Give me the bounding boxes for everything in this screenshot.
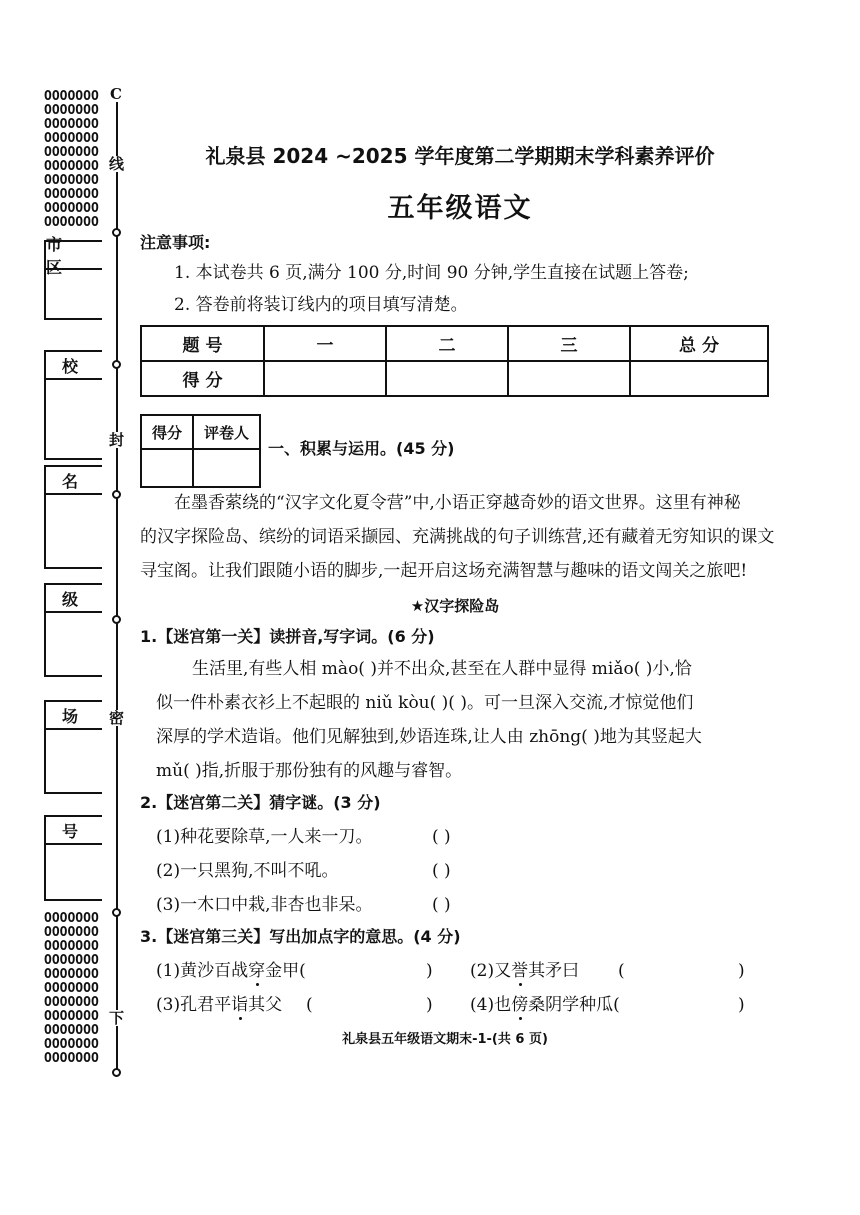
score-header-total: 总 分 — [630, 326, 768, 361]
binding-hole — [112, 490, 121, 499]
q3-item-4 — [470, 994, 620, 1016]
binding-circle-row: OOOOOOO — [44, 925, 99, 940]
binding-char-bottom: 下 — [109, 1009, 125, 1027]
score-cell-total[interactable] — [630, 361, 768, 396]
binding-word-line: 线 — [109, 155, 125, 173]
q3-item-3-close[interactable]: ) — [426, 995, 433, 1015]
q3-item-4-close[interactable]: ) — [738, 995, 745, 1015]
q3-item-1-pre: (1)黄沙百战 — [156, 961, 249, 981]
score-cell-part-3[interactable] — [508, 361, 630, 396]
score-header-question: 题 号 — [141, 326, 264, 361]
binding-hole — [112, 908, 121, 917]
binding-circle-row: OOOOOOO — [44, 215, 99, 230]
field-label: 场 — [46, 702, 102, 730]
binding-hole — [112, 615, 121, 624]
binding-circle-row: OOOOOOO — [44, 201, 99, 216]
q3-item-3-pre: (3)孔君平 — [156, 995, 232, 1015]
field-label: 校 — [46, 352, 102, 380]
q1-line-1: 生活里,有些人相 mào( )并不出众,甚至在人群中显得 miǎo( )小,恰 — [192, 659, 692, 679]
binding-hole — [112, 228, 121, 237]
binding-circle-row: OOOOOOO — [44, 1051, 99, 1066]
field-label: 名 — [46, 467, 102, 495]
binding-circle-row: OOOOOOO — [44, 953, 99, 968]
binding-circle-row: OOOOOOO — [44, 1023, 99, 1038]
field-name[interactable] — [44, 465, 102, 569]
field-seat-number[interactable] — [44, 815, 102, 901]
intro-line-3: 寻宝阁。让我们跟随小语的脚步,一起开启这场充满智慧与趣味的语文闯关之旅吧! — [140, 561, 748, 581]
score-table — [140, 325, 769, 397]
intro-line-1: 在墨香萦绕的“汉字文化夏令营”中,小语正穿越奇妙的语文世界。这里有神秘 — [174, 493, 741, 513]
q2-answer-1[interactable]: ( ) — [432, 827, 451, 847]
grader-name-label: 评卷人 — [193, 415, 260, 449]
binding-circle-row: OOOOOOO — [44, 911, 99, 926]
island-heading: ★汉字探险岛 — [410, 597, 500, 615]
q2-item-3: (3)一木口中栽,非杏也非呆。 — [156, 895, 373, 915]
binding-line — [116, 100, 118, 1070]
grader-table — [140, 414, 261, 488]
q3-item-4-pre: (4)也 — [470, 995, 512, 1015]
binding-circle-row: OOOOOOO — [44, 981, 99, 996]
binding-char-top: C — [110, 85, 122, 103]
section-1-heading: 一、积累与运用。(45 分) — [268, 439, 455, 458]
field-school[interactable] — [44, 350, 102, 460]
score-cell-part-1[interactable] — [264, 361, 386, 396]
binding-circle-row: OOOOOOO — [44, 995, 99, 1010]
binding-circle-row: OOOOOOO — [44, 173, 99, 188]
binding-circle-row: OOOOOOO — [44, 939, 99, 954]
binding-circle-row: OOOOOOO — [44, 89, 99, 104]
q3-item-1 — [156, 960, 306, 982]
q1-title: 1.【迷宫第一关】读拼音,写字词。(6 分) — [140, 627, 435, 646]
grader-name-cell[interactable] — [193, 449, 260, 487]
q3-title: 3.【迷宫第三关】写出加点字的意思。(4 分) — [140, 927, 461, 946]
score-cell-part-2[interactable] — [386, 361, 508, 396]
field-city-district[interactable] — [44, 235, 102, 320]
q2-answer-2[interactable]: ( ) — [432, 861, 451, 881]
notice-item-1: 1. 本试卷共 6 页,满分 100 分,时间 90 分钟,学生直接在试题上答卷; — [174, 263, 689, 283]
field-label: 市 区 — [46, 242, 102, 270]
score-header-part-1: 一 — [264, 326, 386, 361]
q1-line-4: mǔ( )指,折服于那份独有的风趣与睿智。 — [156, 761, 463, 781]
q3-item-4-dotted-char: 傍 — [511, 995, 529, 1015]
exam-title: 礼泉县 2024 ~2025 学年度第二学期期末学科素养评价 — [205, 144, 715, 168]
q2-item-2: (2)一只黑狗,不叫不吼。 — [156, 861, 339, 881]
q3-item-3-dotted-char: 诣 — [231, 995, 249, 1015]
binding-hole — [112, 360, 121, 369]
q2-item-1: (1)种花要除草,一人来一刀。 — [156, 827, 373, 847]
q3-item-2-post: 其矛曰 — [528, 961, 580, 981]
binding-circle-row: OOOOOOO — [44, 967, 99, 982]
q1-line-3: 深厚的学术造诣。他们见解独到,妙语连珠,让人由 zhōng( )地为其竖起大 — [156, 727, 702, 747]
binding-circle-row: OOOOOOO — [44, 1009, 99, 1024]
score-row-label: 得 分 — [141, 361, 264, 396]
score-header-part-3: 三 — [508, 326, 630, 361]
binding-word-secret: 密 — [109, 709, 125, 727]
binding-circle-row: OOOOOOO — [44, 1037, 99, 1052]
q3-item-2 — [470, 960, 579, 982]
binding-hole — [112, 1068, 121, 1077]
subject-title: 五年级语文 — [387, 193, 533, 224]
q2-answer-3[interactable]: ( ) — [432, 895, 451, 915]
q3-item-3-open[interactable]: ( — [306, 995, 313, 1015]
q3-item-1-dotted-char: 穿 — [248, 961, 266, 981]
q3-item-3 — [156, 994, 282, 1016]
binding-circle-row: OOOOOOO — [44, 131, 99, 146]
q3-item-3-post: 其父 — [248, 995, 283, 1015]
q3-item-2-dotted-char: 誉 — [511, 961, 529, 981]
field-label: 级 — [46, 585, 102, 613]
q3-item-1-close[interactable]: ) — [426, 961, 433, 981]
q1-line-2: 似一件朴素衣衫上不起眼的 niǔ kòu( )( )。可一旦深入交流,才惊觉他们 — [156, 693, 694, 713]
grader-score-cell[interactable] — [141, 449, 193, 487]
notice-heading: 注意事项: — [140, 233, 211, 252]
q2-title: 2.【迷宫第二关】猜字谜。(3 分) — [140, 793, 381, 812]
binding-word-seal: 封 — [109, 431, 125, 449]
page-footer: 礼泉县五年级语文期末-1-(共 6 页) — [342, 1032, 548, 1047]
binding-circle-row: OOOOOOO — [44, 103, 99, 118]
binding-circle-row: OOOOOOO — [44, 159, 99, 174]
binding-circle-row: OOOOOOO — [44, 117, 99, 132]
q3-item-2-close[interactable]: ) — [738, 961, 745, 981]
q3-item-4-post: 桑阴学种瓜( — [528, 995, 620, 1015]
score-header-part-2: 二 — [386, 326, 508, 361]
grader-score-label: 得分 — [141, 415, 193, 449]
q3-item-2-pre: (2)又 — [470, 961, 512, 981]
field-exam-room[interactable] — [44, 700, 102, 794]
binding-circle-row: OOOOOOO — [44, 145, 99, 160]
binding-circle-row: OOOOOOO — [44, 187, 99, 202]
intro-line-2: 的汉字探险岛、缤纷的词语采撷园、充满挑战的句子训练营,还有藏着无穷知识的课文 — [140, 527, 775, 547]
q3-item-1-post: 金甲( — [265, 961, 306, 981]
notice-item-2: 2. 答卷前将装订线内的项目填写清楚。 — [174, 295, 468, 315]
field-label: 号 — [46, 817, 102, 845]
q3-item-2-open[interactable]: ( — [618, 961, 625, 981]
